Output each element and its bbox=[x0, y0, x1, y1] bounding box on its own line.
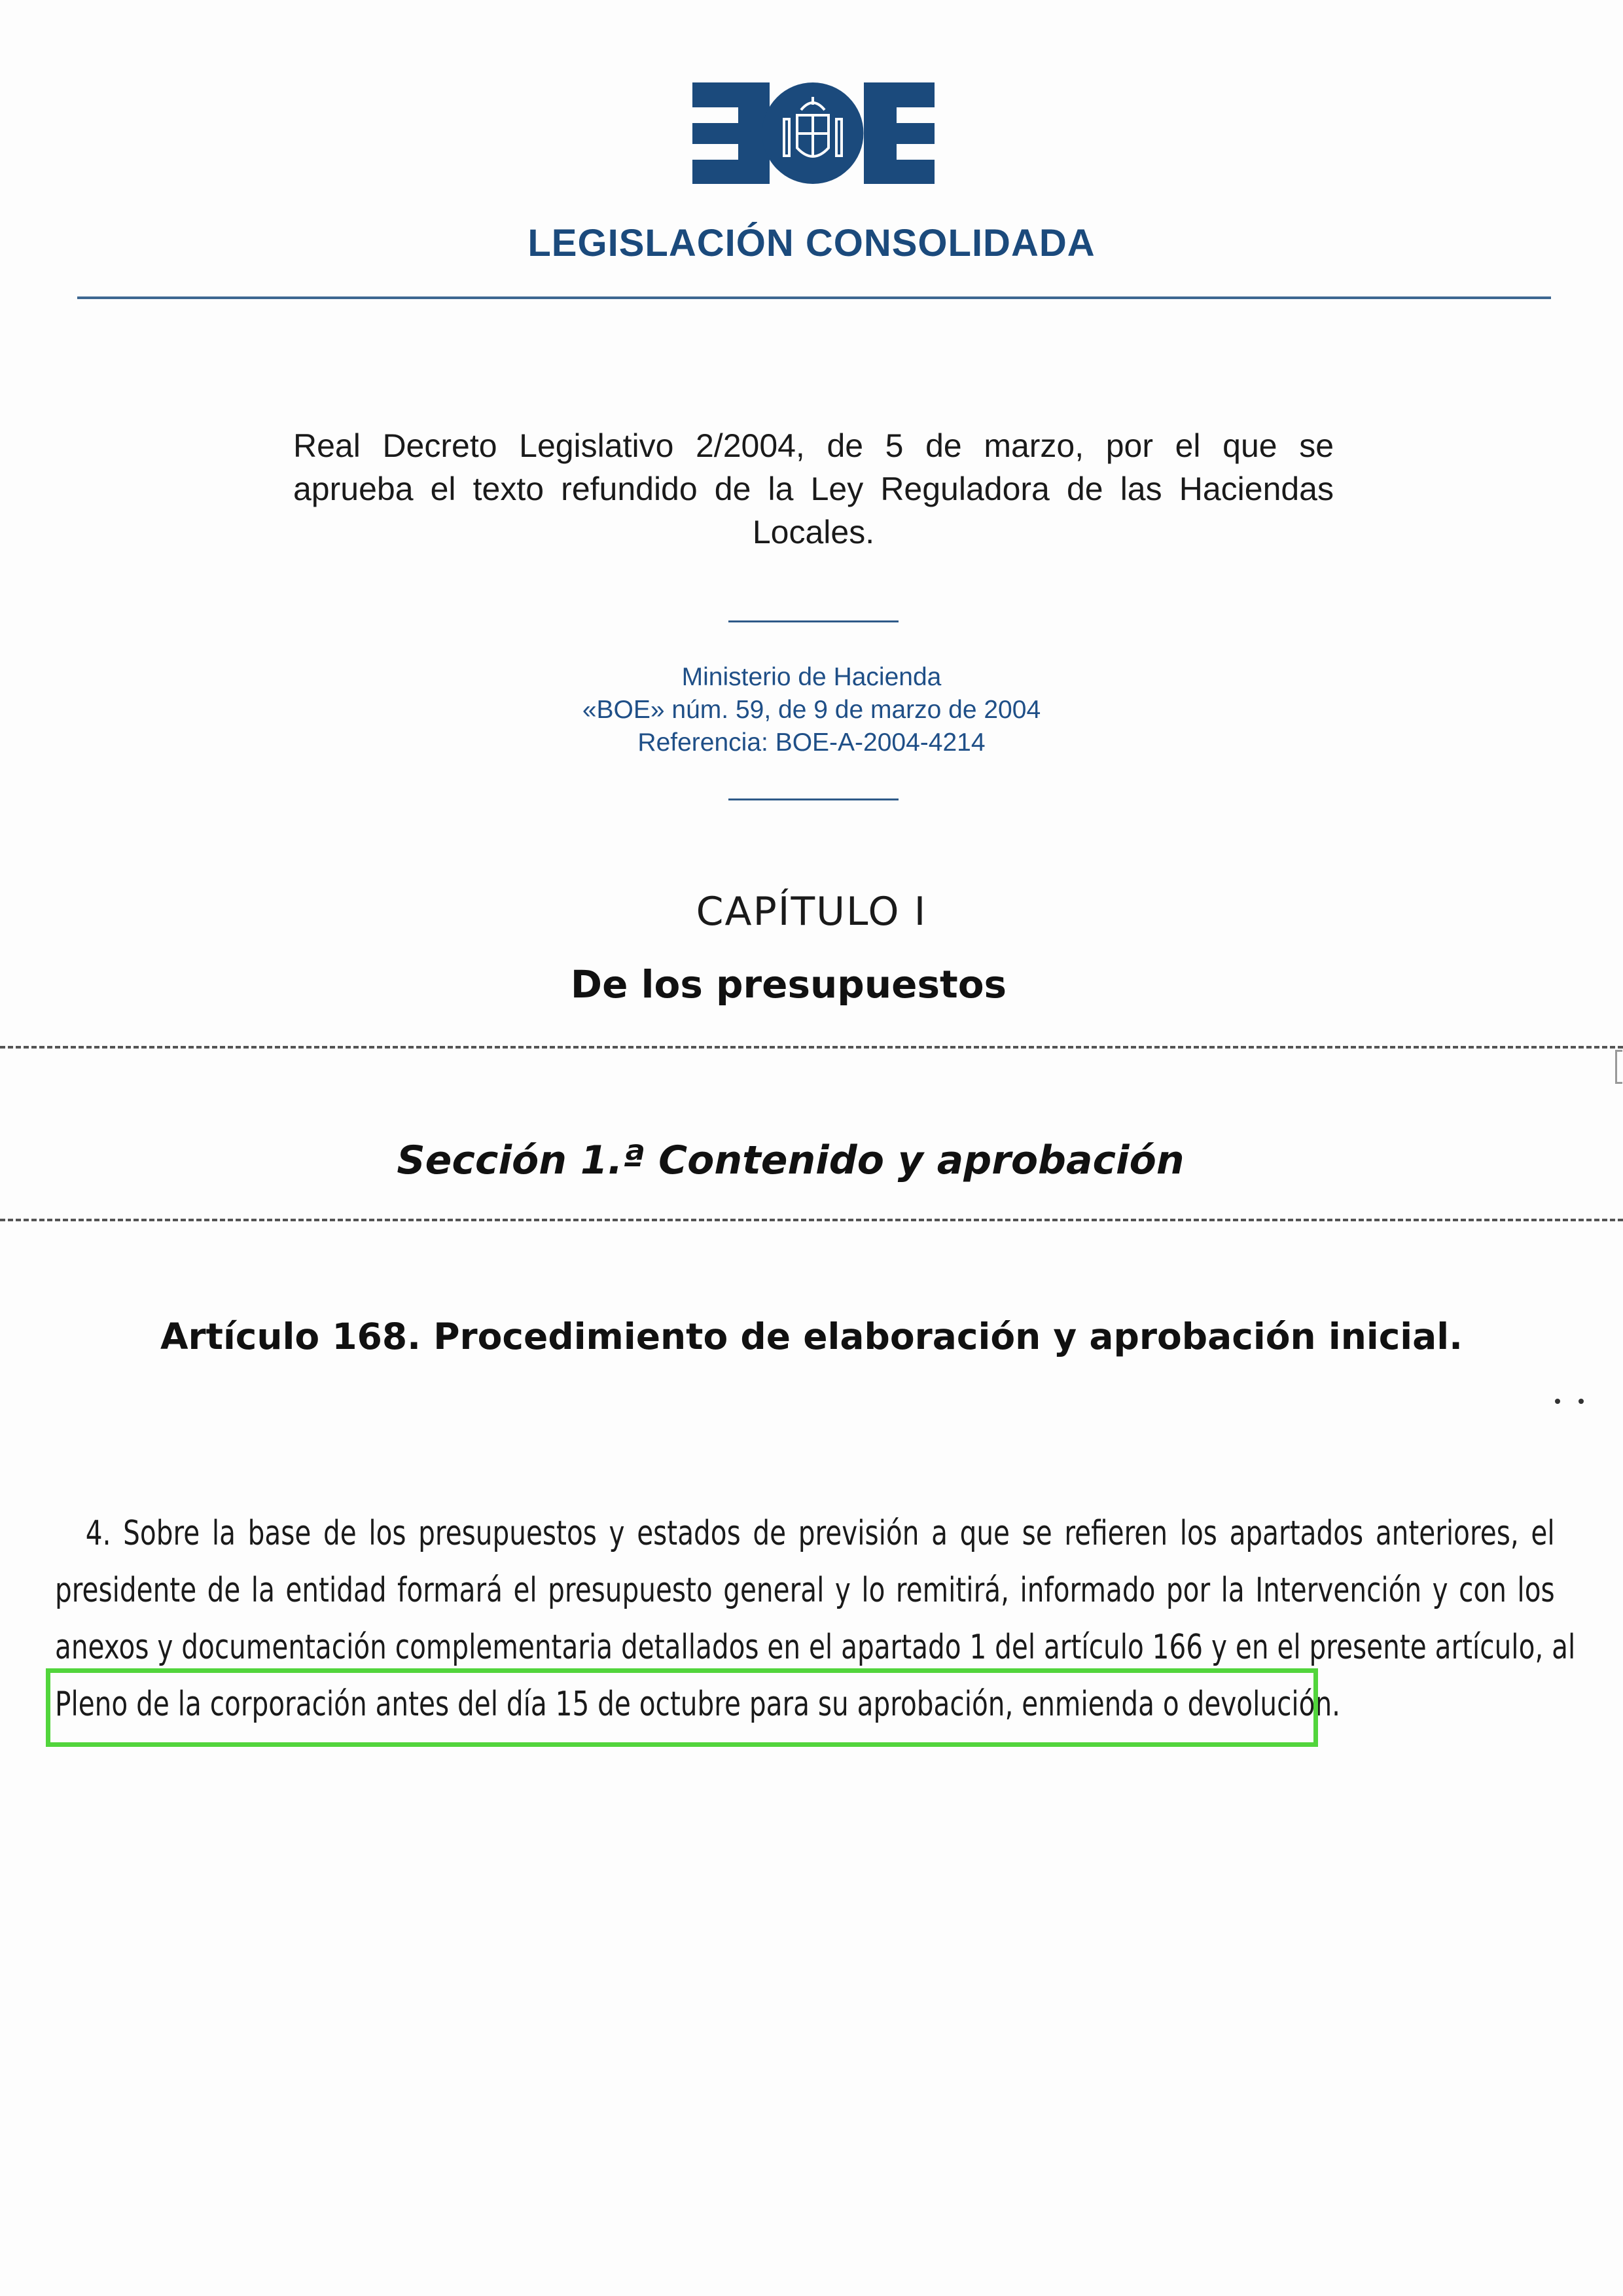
dashed-separator bbox=[0, 1046, 1623, 1049]
decree-title-line: Real Decreto Legislativo 2/2004, de 5 de marzo, por el que se bbox=[293, 427, 1334, 464]
boe-logo bbox=[692, 82, 935, 184]
header-divider bbox=[77, 296, 1551, 299]
chapter-number: CAPÍTULO I bbox=[696, 889, 927, 935]
highlight-box bbox=[46, 1668, 1318, 1747]
publication-metadata bbox=[0, 661, 1623, 759]
reference-line: Referencia: BOE-A-2004-4214 bbox=[637, 728, 986, 757]
dashed-separator bbox=[0, 1219, 1623, 1221]
header-title: LEGISLACIÓN CONSOLIDADA bbox=[527, 222, 1096, 264]
stray-dots bbox=[1555, 1399, 1588, 1405]
paragraph-line: 4. Sobre la base de los presupuestos y estados de previsión a que se refieren los apartados anteriores, el bbox=[85, 1514, 1555, 1553]
section-title: Sección 1.ª Contenido y aprobación bbox=[397, 1138, 1185, 1183]
ministry-line: Ministerio de Hacienda bbox=[681, 663, 942, 691]
article-title: Artículo 168. Procedimiento de elaboración y aprobación inicial. bbox=[160, 1316, 1463, 1357]
decree-title-line: Locales. bbox=[752, 514, 875, 550]
bulletin-line: «BOE» núm. 59, de 9 de marzo de 2004 bbox=[582, 696, 1041, 724]
meta-divider-bottom bbox=[728, 798, 899, 800]
paragraph-line: anexos y documentación complementaria detallados en el apartado 1 del artículo 166 y en el presente artículo, al bbox=[55, 1628, 1576, 1667]
decree-title bbox=[293, 424, 1334, 554]
decree-title-line: aprueba el texto refundido de la Ley Reguladora de las Haciendas bbox=[293, 471, 1334, 507]
page-edge-mark bbox=[1615, 1050, 1622, 1084]
meta-divider-top bbox=[728, 620, 899, 622]
paragraph-line: presidente de la entidad formará el presupuesto general y lo remitirá, informado por la Intervención y con los bbox=[55, 1571, 1555, 1610]
chapter-title: De los presupuestos bbox=[570, 962, 1007, 1007]
paragraph-line-highlighted: Pleno de la corporación antes del día 15 de octubre para su aprobación, enmienda o devolución. bbox=[55, 1685, 1341, 1724]
